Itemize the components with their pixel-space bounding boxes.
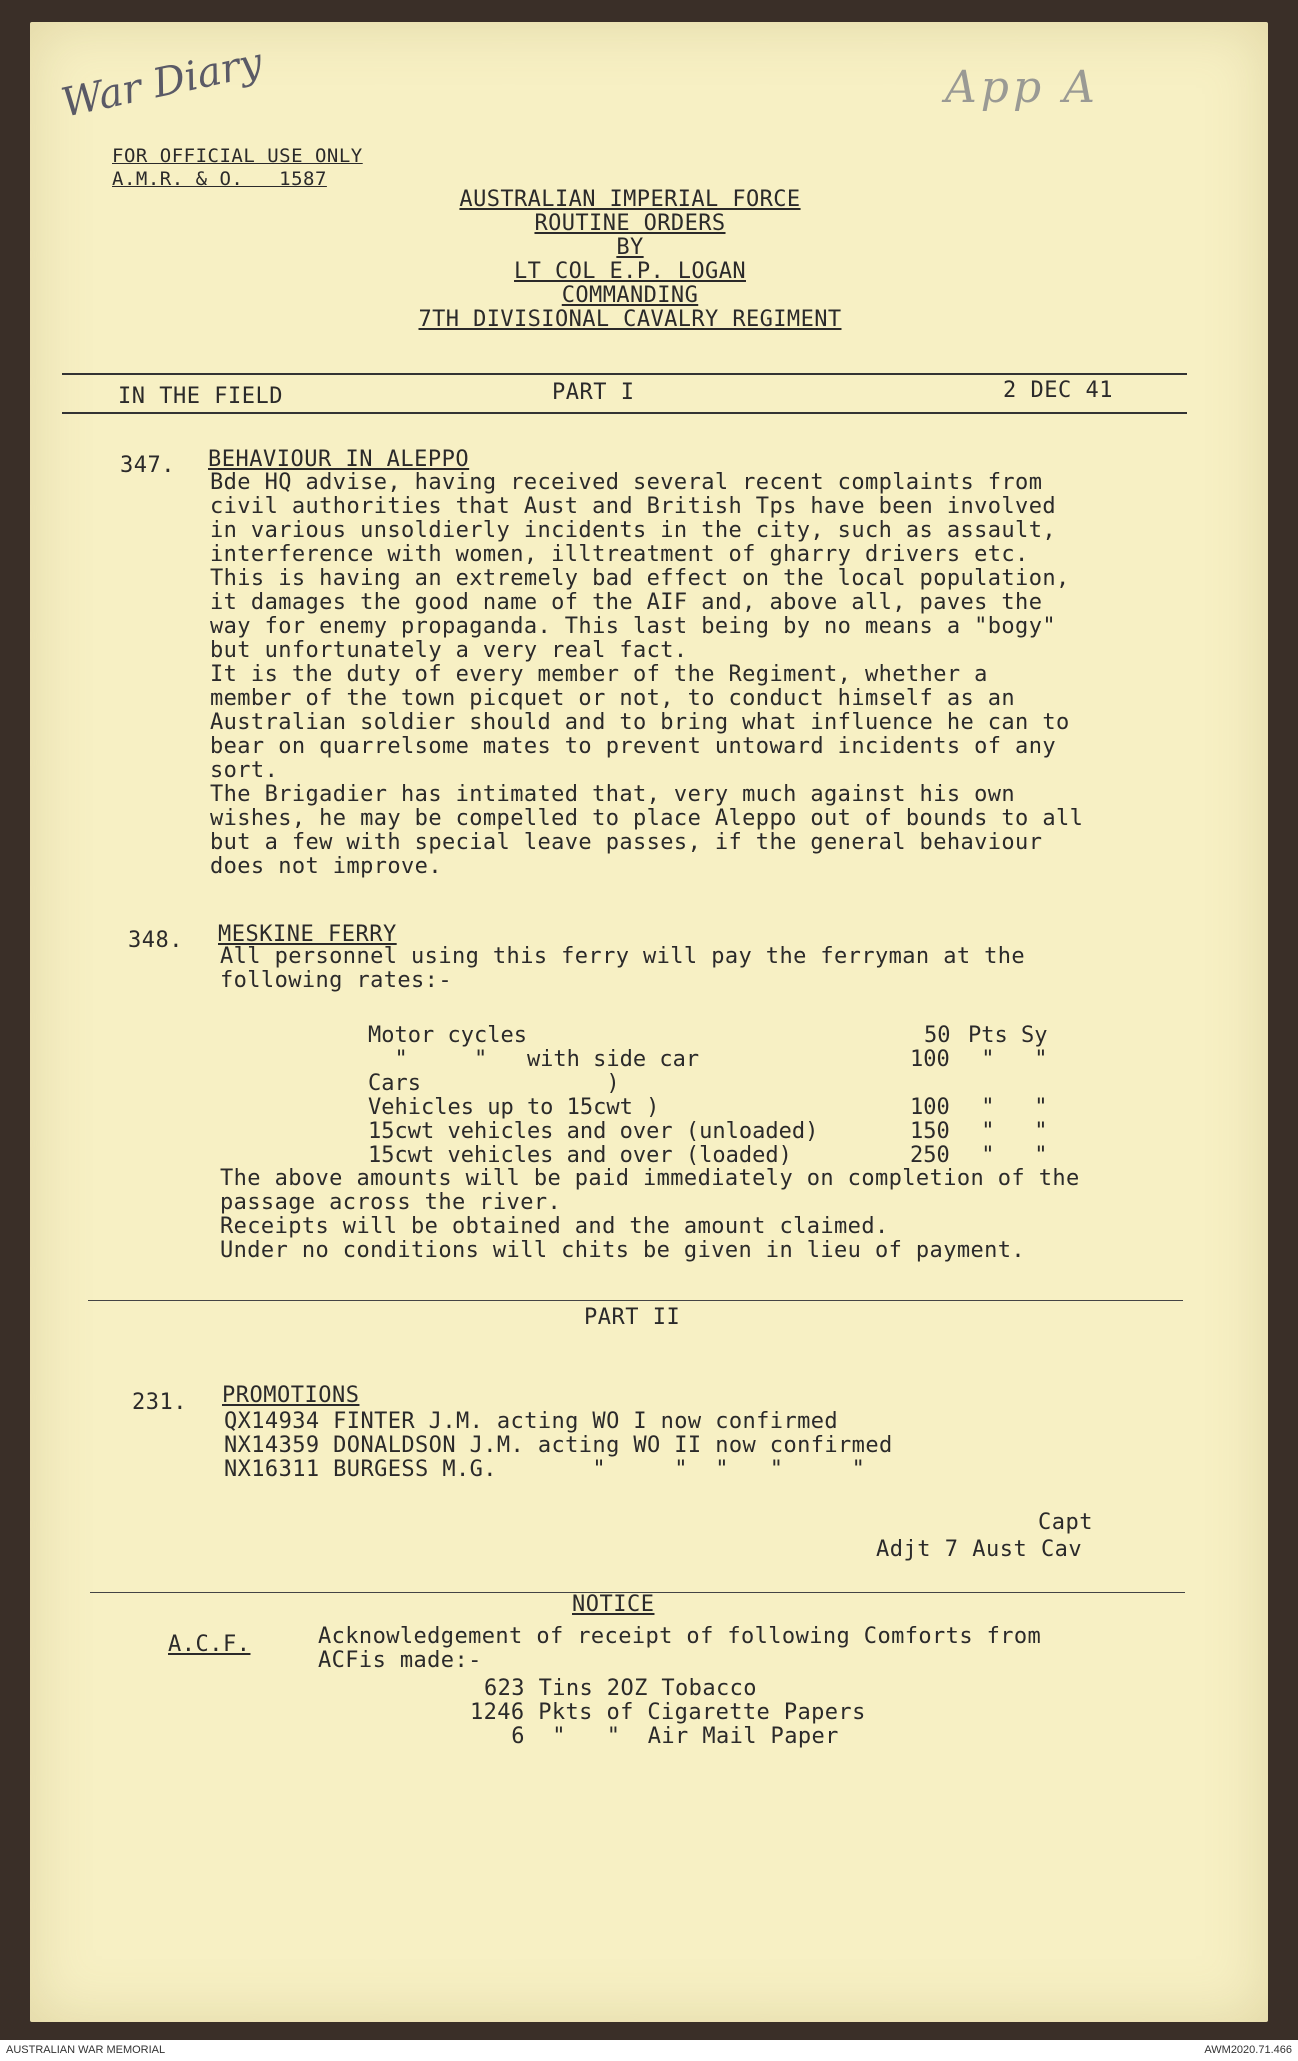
order-date: 2 DEC 41	[1003, 378, 1113, 403]
body-line: but unfortunately a very real fact.	[210, 638, 688, 663]
rate-item: Cars )	[368, 1071, 620, 1096]
body-line: Bde HQ advise, having received several recent complaints from	[210, 470, 1043, 495]
title-line: LT COL E.P. LOGAN	[514, 259, 746, 284]
order-348-closing	[220, 1167, 1080, 1263]
body-line: in various unsoldierly incidents in the city, such as assault,	[210, 518, 1056, 543]
reference-number: A.M.R. & O. 1587	[112, 168, 327, 190]
body-line: sort.	[210, 758, 279, 783]
order-348-intro	[220, 945, 1025, 993]
rate-item: 15cwt vehicles and over (unloaded)	[368, 1119, 819, 1144]
document-title-block	[390, 188, 870, 332]
order-number: 347.	[120, 453, 175, 478]
body-line: Under no conditions will chits be given in lieu of payment.	[220, 1238, 1026, 1263]
archive-footer	[0, 2040, 1298, 2061]
signature-rank: Capt	[1038, 1510, 1093, 1535]
rate-amount: 100	[910, 1047, 950, 1072]
rate-unit: " "	[968, 1143, 1048, 1168]
body-line: passage across the river.	[220, 1190, 562, 1215]
title-line: COMMANDING	[561, 283, 699, 308]
promotion-line: NX16311 BURGESS M.G. " " " " "	[224, 1457, 866, 1482]
notice-line: ACFis made:-	[318, 1648, 482, 1673]
rate-item: " " with side car	[368, 1047, 700, 1072]
rate-amount: 250	[910, 1143, 950, 1168]
order-heading: BEHAVIOUR IN ALEPPO	[208, 447, 470, 472]
rate-item: Vehicles up to 15cwt )	[368, 1095, 660, 1120]
order-heading: PROMOTIONS	[222, 1383, 360, 1408]
notice-body	[318, 1625, 1041, 1673]
rate-unit: " "	[968, 1095, 1048, 1120]
divider-part-two	[88, 1300, 1183, 1301]
rate-row	[368, 1047, 1068, 1071]
rate-item: 15cwt vehicles and over (loaded)	[368, 1143, 792, 1168]
rate-amount: 100	[910, 1095, 950, 1120]
ferry-rates-table	[368, 1023, 1068, 1167]
promotion-line: NX14359 DONALDSON J.M. acting WO II now confirmed	[224, 1433, 893, 1458]
body-line: Australian soldier should and to bring what influence he can to	[210, 710, 1070, 735]
rate-row	[368, 1095, 1068, 1119]
handwritten-war-diary: War Diary	[57, 39, 267, 127]
body-line: It is the duty of every member of the Regiment, whether a	[210, 662, 988, 687]
promotion-line: QX14934 FINTER J.M. acting WO I now confirmed	[224, 1409, 839, 1434]
body-line: This is having an extremely bad effect on the local population,	[210, 566, 1070, 591]
comforts-list	[470, 1677, 866, 1749]
order-number: 348.	[128, 928, 183, 953]
comfort-item: 1246 Pkts of Cigarette Papers	[470, 1700, 866, 1725]
footer-accession: AWM2020.71.466	[1204, 2044, 1292, 2056]
part-two-label: PART II	[584, 1305, 681, 1330]
body-line: member of the town picquet or not, to conduct himself as an	[210, 686, 1016, 711]
body-line: following rates:-	[220, 968, 452, 993]
body-line: The above amounts will be paid immediately on completion of the	[220, 1166, 1080, 1191]
title-line: ROUTINE ORDERS	[534, 211, 726, 236]
body-line: civil authorities that Aust and British Tps have been involved	[210, 494, 1056, 519]
security-classification: FOR OFFICIAL USE ONLY	[112, 145, 363, 167]
title-line: 7TH DIVISIONAL CAVALRY REGIMENT	[418, 307, 842, 332]
footer-institution: AUSTRALIAN WAR MEMORIAL	[6, 2044, 166, 2056]
handwritten-appendix-mark: App A	[945, 62, 1099, 113]
notice-line: Acknowledgement of receipt of following Comforts from	[318, 1624, 1042, 1649]
rate-amount: 50	[924, 1023, 951, 1048]
order-347-body	[210, 471, 1083, 879]
body-line: Receipts will be obtained and the amount claimed.	[220, 1214, 889, 1239]
rate-amount: 150	[910, 1119, 950, 1144]
rate-unit: " "	[968, 1047, 1048, 1072]
signature-title: Adjt 7 Aust Cav	[876, 1537, 1083, 1562]
title-line: BY	[616, 235, 644, 260]
body-line: The Brigadier has intimated that, very much against his own	[210, 782, 1016, 807]
divider-top	[62, 373, 1187, 375]
body-line: but a few with special leave passes, if the general behaviour	[210, 830, 1043, 855]
rate-row	[368, 1119, 1068, 1143]
rate-row	[368, 1143, 1068, 1167]
comfort-item: 6 " " Air Mail Paper	[484, 1724, 839, 1749]
notice-label: A.C.F.	[168, 1632, 251, 1657]
body-line: way for enemy propaganda. This last being by no means a "bogy"	[210, 614, 1056, 639]
place-label: IN THE FIELD	[118, 384, 283, 409]
body-line: it damages the good name of the AIF and, above all, paves the	[210, 590, 1043, 615]
body-line: does not improve.	[210, 854, 442, 879]
notice-title: NOTICE	[572, 1592, 655, 1617]
body-line: interference with women, illtreatment of gharry drivers etc.	[210, 542, 1029, 567]
comfort-item: 623 Tins 2OZ Tobacco	[484, 1676, 757, 1701]
order-number: 231.	[132, 1390, 187, 1415]
rate-row	[368, 1023, 1068, 1047]
rate-unit: " "	[968, 1119, 1048, 1144]
promotions-list	[224, 1410, 893, 1482]
rate-unit: Pts Sy	[968, 1023, 1048, 1048]
divider-below-header	[62, 412, 1187, 414]
title-line: AUSTRALIAN IMPERIAL FORCE	[459, 187, 801, 212]
body-line: bear on quarrelsome mates to prevent untoward incidents of any	[210, 734, 1056, 759]
body-line: wishes, he may be compelled to place Aleppo out of bounds to all	[210, 806, 1084, 831]
order-heading: MESKINE FERRY	[218, 922, 397, 947]
part-one-label: PART I	[552, 380, 635, 405]
rate-item: Motor cycles	[368, 1023, 527, 1048]
body-line: All personnel using this ferry will pay the ferryman at the	[220, 944, 1026, 969]
rate-row	[368, 1071, 1068, 1095]
